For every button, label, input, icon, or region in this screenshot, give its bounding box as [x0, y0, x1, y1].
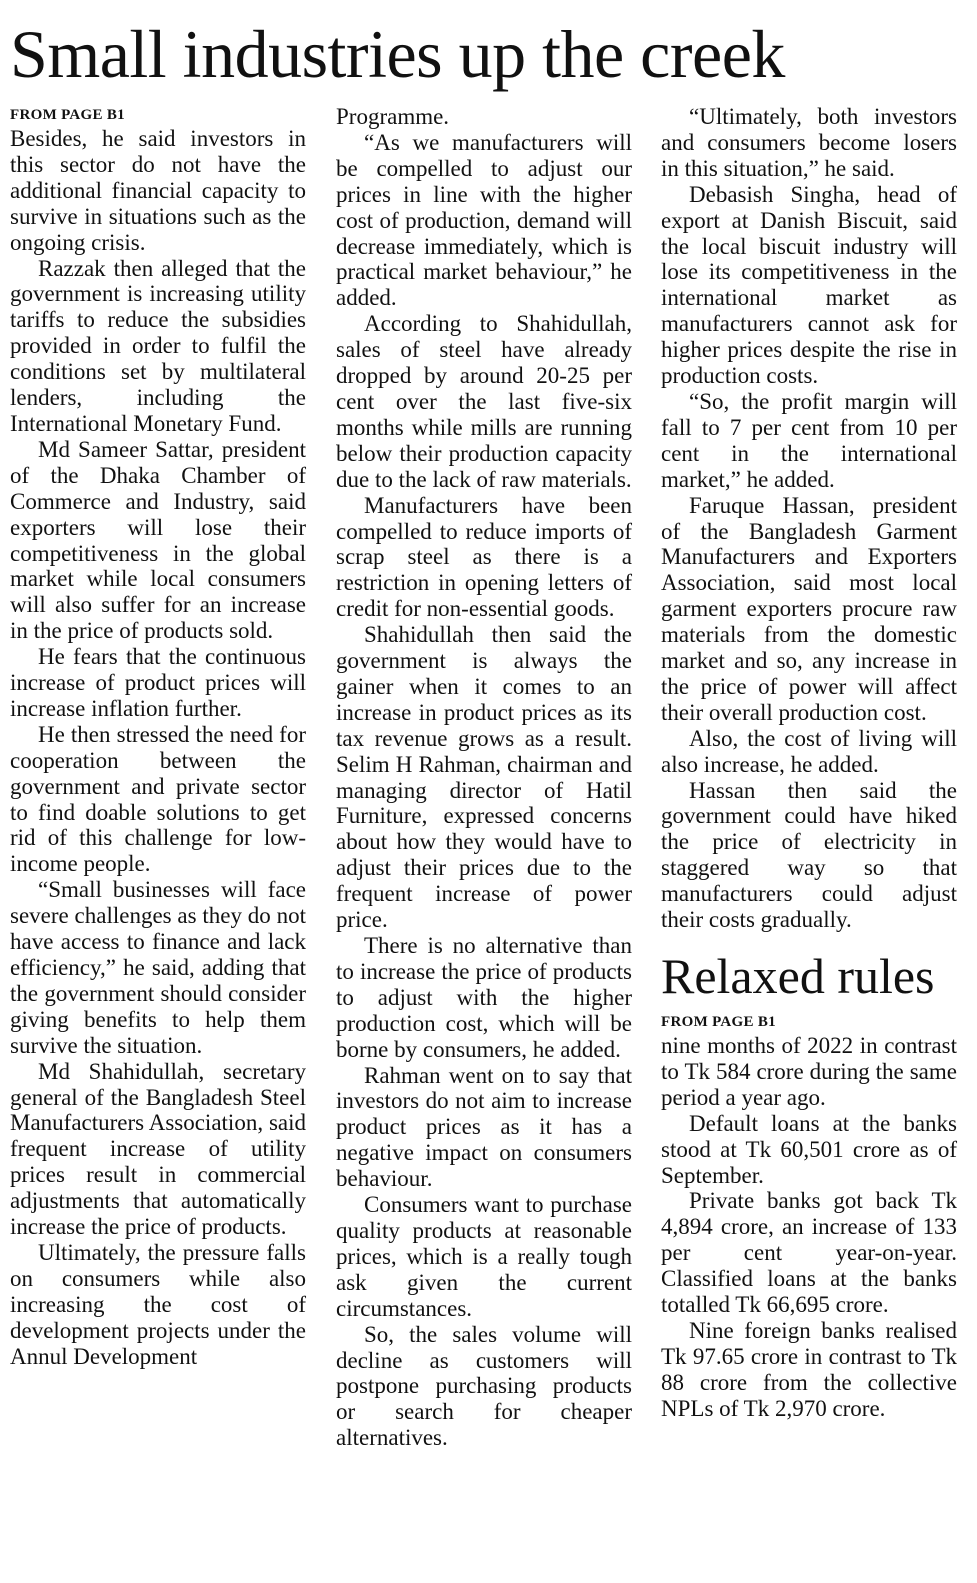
column-3: [661, 104, 957, 1422]
paragraph: Nine foreign banks realised Tk 97.65 crore in contrast to Tk 88 crore from the collective NPLs of Tk 2,970 crore.: [661, 1317, 957, 1421]
article-2-headline: Relaxed rules: [661, 948, 935, 1004]
paragraph: Hassan then said the government could have hiked the price of electricity in staggered way so that manufacturers could adjust their costs gradually.: [661, 777, 957, 933]
paragraph: nine months of 2022 in contrast to Tk 584 crore during the same period a year ago.: [661, 1033, 957, 1110]
continued-from-label: FROM PAGE B1: [661, 1014, 776, 1030]
paragraph: Private banks got back Tk 4,894 crore, an increase of 133 per cent year-on-year. Classified loans at the banks totalled Tk 66,695 crore.: [661, 1188, 957, 1318]
paragraph: Programme.: [336, 104, 450, 129]
paragraph: Md Shahidullah, secretary general of the Bangladesh Steel Manufacturers Association, said frequent increase of utility prices result in commercial adjustments that automatically increase the price of products.: [10, 1058, 306, 1240]
paragraph: Ultimately, the pressure falls on consumers while also increasing the cost of development projects under the Annul Development: [10, 1239, 306, 1369]
paragraph: According to Shahidullah, sales of steel have already dropped by around 20-25 per cent over the last five-six months while mills are running below their production capacity due to the lack of raw materials.: [336, 311, 632, 492]
paragraph: Debasish Singha, head of export at Danish Biscuit, said the local biscuit industry will lose its competitiveness in the international market as manufacturers cannot ask for higher prices despite the rise in production costs.: [661, 181, 957, 389]
column-1: [10, 104, 306, 1370]
paragraph: “So, the profit margin will fall to 7 per cent from 10 per cent in the international market,” he added.: [661, 388, 957, 492]
paragraph: “Ultimately, both investors and consumers become losers in this situation,” he said.: [661, 104, 957, 181]
paragraph: Consumers want to purchase quality products at reasonable prices, which is a really tough ask given the current circumstances.: [336, 1192, 632, 1321]
paragraph: There is no alternative than to increase the price of products to adjust with the higher production cost, which will be borne by consumers, he added.: [336, 933, 632, 1062]
paragraph: Shahidullah then said the government is always the gainer when it comes to an increase in product prices as its tax revenue grows as a result. Selim H Rahman, chairman and managing director of Hatil Furniture, expressed concerns about how they would have to adjust their prices due to the frequent increase of power price.: [336, 622, 632, 933]
paragraph: “Small businesses will face severe challenges as they do not have access to finance and lack efficiency,” he said, adding that the government should consider giving benefits to help them survive the situation.: [10, 877, 306, 1058]
paragraph: So, the sales volume will decline as customers will postpone purchasing products or search for cheaper alternatives.: [336, 1321, 632, 1451]
headline: Small industries up the creek: [10, 16, 785, 92]
paragraph: Rahman went on to say that investors do not aim to increase product prices as it has a negative impact on consumers behaviour.: [336, 1062, 632, 1192]
column-2: [336, 104, 632, 1451]
paragraph: He fears that the continuous increase of product prices will increase inflation further.: [10, 644, 306, 721]
paragraph: Besides, he said investors in this sector do not have the additional financial capacity to survive in situations such as the ongoing crisis.: [10, 126, 306, 255]
paragraph: Faruque Hassan, president of the Bangladesh Garment Manufacturers and Exporters Association, said most local garment exporters procure raw materials from the domestic market and so, any increase in the price of power will affect their overall production cost.: [661, 492, 957, 725]
paragraph: Also, the cost of living will also increase, he added.: [661, 725, 957, 777]
paragraph: He then stressed the need for cooperation between the government and private sector to find doable solutions to get rid of this challenge for low-income people.: [10, 721, 306, 877]
paragraph: Default loans at the banks stood at Tk 60,501 crore as of September.: [661, 1110, 957, 1188]
paragraph: Razzak then alleged that the government is increasing utility tariffs to reduce the subsidies provided in order to fulfil the conditions set by multilateral lenders, including the International Monetary Fund.: [10, 255, 306, 436]
paragraph: Manufacturers have been compelled to reduce imports of scrap steel as there is a restriction in opening letters of credit for non-essential goods.: [336, 492, 632, 622]
continued-from-label: FROM PAGE B1: [10, 107, 125, 123]
paragraph: Md Sameer Sattar, president of the Dhaka Chamber of Commerce and Industry, said exporters will lose their competitiveness in the global market while local consumers will also suffer for an increase in the price of products sold.: [10, 436, 306, 644]
paragraph: “As we manufacturers will be compelled to adjust our prices in line with the higher cost of production, demand will decrease immediately, which is practical market behaviour,” he added.: [336, 129, 632, 311]
